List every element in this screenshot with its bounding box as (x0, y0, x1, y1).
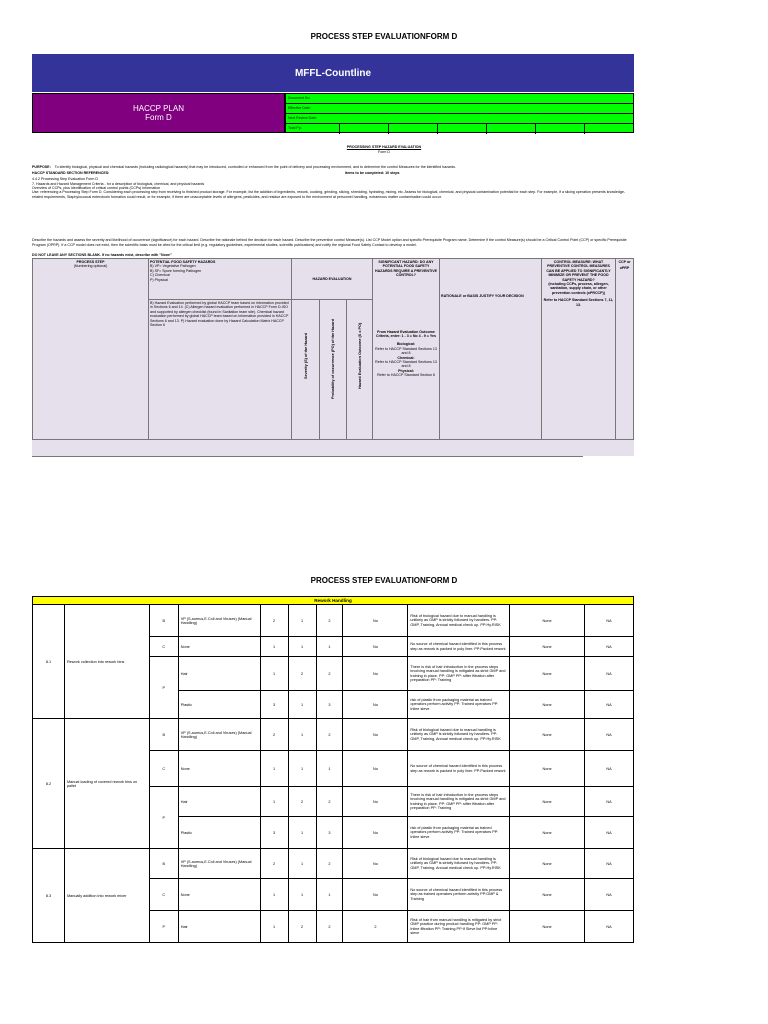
col-potential-hazards (149, 259, 292, 439)
haccp-plan-box (32, 93, 285, 133)
refs-right: Items to be completed: 10 steps (345, 171, 400, 175)
severity-cell: 1 (260, 879, 288, 911)
outcome-cell: 3 (316, 817, 343, 849)
hazard-cell: None (178, 879, 260, 911)
probability-cell: 2 (288, 657, 316, 691)
significant-cell: No (343, 657, 408, 691)
sig-bio: Biological: (396, 342, 416, 347)
page2-title: PROCESS STEP EVALUATIONFORM D (310, 576, 458, 585)
sig-chem-ref: Refer to HACCP Standard Sections 13 and 8 (375, 360, 437, 369)
page1-title: PROCESS STEP EVALUATIONFORM D (310, 32, 458, 41)
info-label: Next Review Date: (288, 116, 317, 120)
severity-cell: 1 (260, 911, 288, 943)
info-cells (339, 124, 633, 134)
probability-cell: 1 (288, 879, 316, 911)
ccp-cell: NA (585, 879, 634, 911)
hazard-cell: Plastic (178, 817, 260, 849)
control-cell: None (510, 691, 585, 719)
control-cell: None (510, 605, 585, 637)
rationale-cell: Risk of biological hazard due to manual handling is unlikely as GMP is strictly followed by handlers. PP: GMP, Training, Annual medical check up. PP:Hy.RISK (408, 849, 510, 879)
severity-cell: 3 (260, 817, 288, 849)
ccp-cell: NA (585, 657, 634, 691)
probability-cell: 1 (288, 849, 316, 879)
company-banner: MFFL-Countline (32, 54, 634, 92)
outcome-cell: 2 (316, 849, 343, 879)
control-cell: None (510, 879, 585, 911)
col-process-step-sub: (Numbering optional) (73, 264, 108, 269)
outcome-label: Hazard Evaluation Outcome (S x PO) (358, 322, 362, 389)
probability-label: Probability of occurrence (PO) of the Hazard (331, 319, 335, 399)
step-name: Rework collection into rework bins (64, 605, 149, 719)
blank-row (32, 440, 634, 456)
hazard-type: P (149, 787, 178, 849)
outcome-cell: 2 (316, 787, 343, 817)
severity-cell: 3 (260, 691, 288, 719)
severity-cell: 1 (260, 637, 288, 657)
severity-cell: 2 (260, 849, 288, 879)
sig-phys: Physical: (398, 368, 414, 373)
step-number: 8.3 (33, 849, 65, 943)
purpose-text: To identify biological, physical and chemical hazards (including radiological hazards) that may be introduced, controlled or enhanced from the point of delivery and processing environment, and to determine the control Measures for the identified hazards. (54, 165, 456, 169)
hazard-cell: None (178, 637, 260, 657)
hazard-cell: Hair (178, 911, 260, 943)
table-row (33, 605, 634, 637)
ref-2: 7. Hazards and Hazard Management Criteria - for a description of biological, chemical, and physical hazards (32, 182, 205, 186)
info-label: Total Pp: (288, 126, 302, 130)
info-label: Effective Date: (288, 106, 311, 110)
hazard-type-vp: B) VP= Vegetative Pathogen (150, 264, 196, 269)
severity-label: Severity (S) of the Hazard (304, 333, 308, 379)
ref-1: 4.4.2 Processing Step Evaluation Form D (32, 177, 98, 181)
control-cell: None (510, 817, 585, 849)
outcome-cell: 2 (316, 719, 343, 751)
probability-cell: 1 (288, 751, 316, 787)
probability-cell: 1 (288, 719, 316, 751)
hazard-cell: VP (S.aureus,E.Coli and Viruses) (Manual Handling) (178, 849, 260, 879)
control-cell: None (510, 751, 585, 787)
info-row-total-pages (286, 124, 633, 134)
significant-cell: No (343, 787, 408, 817)
hazard-cell: Hair (178, 657, 260, 691)
rationale-cell: Risk of biological hazard due to manual handling is unlikely as GMP is strictly followed by handlers. PP: GMP, Training, Annual medical check up. PP:Hy.RISK (408, 719, 510, 751)
hazard-type: P (149, 657, 178, 719)
col-process-step (33, 259, 149, 439)
rework-section-header: Rework Handling (33, 597, 634, 605)
hazard-cell: VP (S.aureus,E.Coli and Viruses) (Manual Handling) (178, 605, 260, 637)
outcome-cell: 3 (316, 691, 343, 719)
control-sub: (including CCPs, process, allergen, sanitation, supply chain, or other prevention controls (oPRCCP)) (548, 282, 609, 295)
describe-text: Describe the hazards and assess the severity and likelihood of occurrence (significance) for each hazard. Describe the rationale behind the decision for each hazard. Describe the preventive control Measure(s). List CCP Model option and specific Prerequisite Program name. Determine if the control Measure(s) should be a Critical Control Point (CCP) or specific Prerequisite Program (OPRP). If a CCP model does not exist, then the scientific basis must be cited for the critical limit (e.g. regulatory guidelines, experimental studies, scientific publications) and notify the regional Food Safety Contact to develop a model. (32, 238, 627, 247)
hazard-type-chemical: C) Chemical (150, 273, 170, 278)
significant-cell: No (343, 719, 408, 751)
control-cell: None (510, 657, 585, 691)
hazard-cell: Plastic (178, 691, 260, 719)
significant-cell: No (343, 637, 408, 657)
control-title: CONTROL MEASURE: WHAT PREVENTIVE CONTROL MEASURES CAN BE APPLIED TO SIGNIFICANTLY MINIMIZE OR PREVENT THE FOOD SAFETY HAZARD? (546, 260, 611, 282)
probability-cell: 1 (288, 817, 316, 849)
control-ref: Refer to HACCP Standard Sections 7, 11, 13. (543, 298, 614, 307)
rationale-cell: No source of chemical hazard identified in this process step as rework is packed in poly liner. PP:Packed rework (408, 751, 510, 787)
significant-cell: No (343, 849, 408, 879)
significant-cell: No (343, 879, 408, 911)
significant-cell: 2 (343, 911, 408, 943)
table-row (33, 849, 634, 879)
oprp-label: oPRP (619, 266, 630, 271)
table-row (33, 719, 634, 751)
ref-3: Overview of CCPs, plus identification of critical control points (CCPs) Information (32, 186, 161, 190)
probability-cell: 1 (288, 605, 316, 637)
hazard-type: P (149, 911, 178, 943)
control-cell: None (510, 787, 585, 817)
col-control-measure (542, 259, 616, 439)
col-hazards-lower: B) Hazard Evaluation performed by global HACCP team based on information provided in Sections 6 and 14. (C) Allergen hazard evaluation performed in HACCP Form D-ISO and supported by allergen checklist (found in Sanitation team site). Chemical hazard evaluation performed by global HACCP team based on information provided in HACCP Sections 6 and 13. P) Hazard evaluation done by Hazard Calculation Matrix HACCP Section 6 (149, 299, 291, 377)
severity-cell: 1 (260, 657, 288, 691)
significant-cell: No (343, 691, 408, 719)
rationale-cell: Risk of hair from manual handling is mitigated by strict GMP practice during product handling PP: GMP PP: Inline filtration PP: Training PP:If Sieve list PP:Inline sieve (408, 911, 510, 943)
col-significant-hazard (373, 259, 440, 439)
warning-text: DO NOT LEAVE ANY SECTIONS BLANK. If no hazards exist, describe with "None" (32, 253, 172, 257)
info-row-effective-date (286, 104, 633, 114)
step-name: Manual loading of covered rework bins on pallet (64, 719, 149, 849)
col-rationale: RATIONALE or BASIS JUSTIFY YOUR DECISION (440, 259, 542, 439)
outcome-cell: 2 (316, 911, 343, 943)
ccp-cell: NA (585, 719, 634, 751)
hazard-type: C (149, 879, 178, 911)
use-note: Use: referencing a Processing Step Form D. Considering each processing step from receiving to finished product storage. For example, list the addition of ingredients, rework, cooking, grinding, slicing, shredding, hydrating, mixing, etc. Assess for biological, chemical, and physical contamination potential for each step. For example, if a slicing operation presents knowledge-related requirements, Staphylococcal enterotoxin formation could result, or for example, if there are unacceptable levels of allergens, pesticides, and residue are exposed to the environment at personnel handling, extraneous matter contamination could occur. (32, 190, 626, 199)
table-bottom-line (32, 456, 583, 457)
severity-cell: 2 (260, 719, 288, 751)
step-name: Manually addition into rework mixer (64, 849, 149, 943)
hazard-type: C (149, 637, 178, 657)
hazard-cell: VP (S.aureus,E.Coli and Viruses) (Manual Handling) (178, 719, 260, 751)
rationale-cell: Risk of biological hazard due to manual handling is unlikely as GMP is strictly followed by handlers. PP: GMP, Training, Annual medical check up. PP:Hy.RISK (408, 605, 510, 637)
sig-chem: Chemical: (397, 355, 415, 360)
col-process-step-title: PROCESS STEP (76, 260, 105, 264)
ccp-cell: NA (585, 817, 634, 849)
ccp-cell: NA (585, 751, 634, 787)
ccp-cell: NA (585, 637, 634, 657)
purpose-label: PURPOSE: (32, 165, 51, 169)
probability-cell: 1 (288, 637, 316, 657)
control-cell: None (510, 719, 585, 751)
rationale-cell: risk of plastic from packaging material as trained operators perform activity PP: Trained operators PP: Inline sieve (408, 691, 510, 719)
ccp-cell: NA (585, 849, 634, 879)
rationale-cell: There is risk of hair introduction in the process steps involving manual handling is mitigated as strict GMP and training in place. PP: GMP PP: sifter filtration after preparation PP: Training (408, 657, 510, 691)
section-sub: Form D (378, 150, 390, 154)
control-cell: None (510, 849, 585, 879)
outcome-cell: 2 (316, 657, 343, 691)
rationale-cell: No source of chemical hazard identified in this process step as rework is packed in poly liner. PP:Packed rework (408, 637, 510, 657)
severity-cell: 1 (260, 751, 288, 787)
info-label: Document No: (288, 96, 311, 100)
rationale-cell: risk of plastic from packaging material as trained operators perform activity PP: Trained operators PP: Inline sieve (408, 817, 510, 849)
significant-cell: No (343, 751, 408, 787)
ccp-cell: NA (585, 691, 634, 719)
rationale-cell: No source of chemical hazard identified in this process step as trained operators perform activity PP:GMP & Training (408, 879, 510, 911)
outcome-cell: 1 (316, 637, 343, 657)
ccp-title: CCP or (618, 260, 631, 264)
col-hazards-title: POTENTIAL FOOD SAFETY HAZARDS (150, 260, 216, 264)
hazard-type: B (149, 849, 178, 879)
significant-cell: No (343, 605, 408, 637)
haccp-plan-title: HACCP PLAN (133, 104, 184, 113)
probability-cell: 2 (288, 787, 316, 817)
outcome-cell: 2 (316, 605, 343, 637)
hazard-type-physical: P) Physical (150, 277, 168, 282)
rework-table (32, 596, 634, 943)
hazard-cell: None (178, 751, 260, 787)
hazard-type: C (149, 751, 178, 787)
section-title: PROCESSING STEP HAZARD EVALUATION (346, 145, 422, 149)
hazard-type: B (149, 605, 178, 637)
refs-label: HACCP STANDARD SECTION REFERENCES: (32, 171, 110, 175)
outcome-cell: 1 (316, 879, 343, 911)
haccp-form-label: Form D (145, 113, 172, 122)
severity-cell: 2 (260, 605, 288, 637)
info-row-next-review (286, 114, 633, 124)
ccp-cell: NA (585, 787, 634, 817)
col-hazard-evaluation (292, 259, 373, 439)
sig-title: SIGNIFICANT HAZARD: DO ANY POTENTIAL FOOD SAFETY HAZARDS REQUIRE A PREVENTIVE CONTROL? (374, 260, 438, 278)
info-row-document-no (286, 94, 633, 104)
hazard-cell: Hair (178, 787, 260, 817)
severity-cell: 1 (260, 787, 288, 817)
probability-cell: 1 (288, 691, 316, 719)
sig-bio-ref: Refer to HACCP Standard Sections 13 and 8 (375, 346, 437, 356)
hazard-type-sf: B) SF= Spore forming Pathogen (150, 268, 202, 273)
hazard-eval-header: HAZARD EVALUATION (292, 259, 372, 300)
hazard-type: B (149, 719, 178, 751)
sig-phys-ref: Refer to HACCP Standard Section 6 (377, 373, 435, 378)
hazard-eval-table (32, 258, 634, 440)
control-cell: None (510, 637, 585, 657)
control-cell: None (510, 911, 585, 943)
sig-body: From Hazard Evaluation Outcome Criteria, enter: 1 - 3 = No 4 - 9 = Yes (375, 329, 437, 339)
significant-cell: No (343, 817, 408, 849)
ccp-cell: NA (585, 911, 634, 943)
document-info-box (285, 93, 634, 133)
probability-cell: 2 (288, 911, 316, 943)
col-ccp (616, 259, 633, 439)
rationale-cell: There is risk of hair introduction in the process steps involving manual handling is mitigated as strict GMP and training in place. PP: GMP PP: sifter filtration after preparation PP: Training (408, 787, 510, 817)
purpose-block (32, 165, 632, 170)
step-number: 8.2 (33, 719, 65, 849)
step-number: 8.1 (33, 605, 65, 719)
outcome-cell: 1 (316, 751, 343, 787)
ccp-cell: NA (585, 605, 634, 637)
